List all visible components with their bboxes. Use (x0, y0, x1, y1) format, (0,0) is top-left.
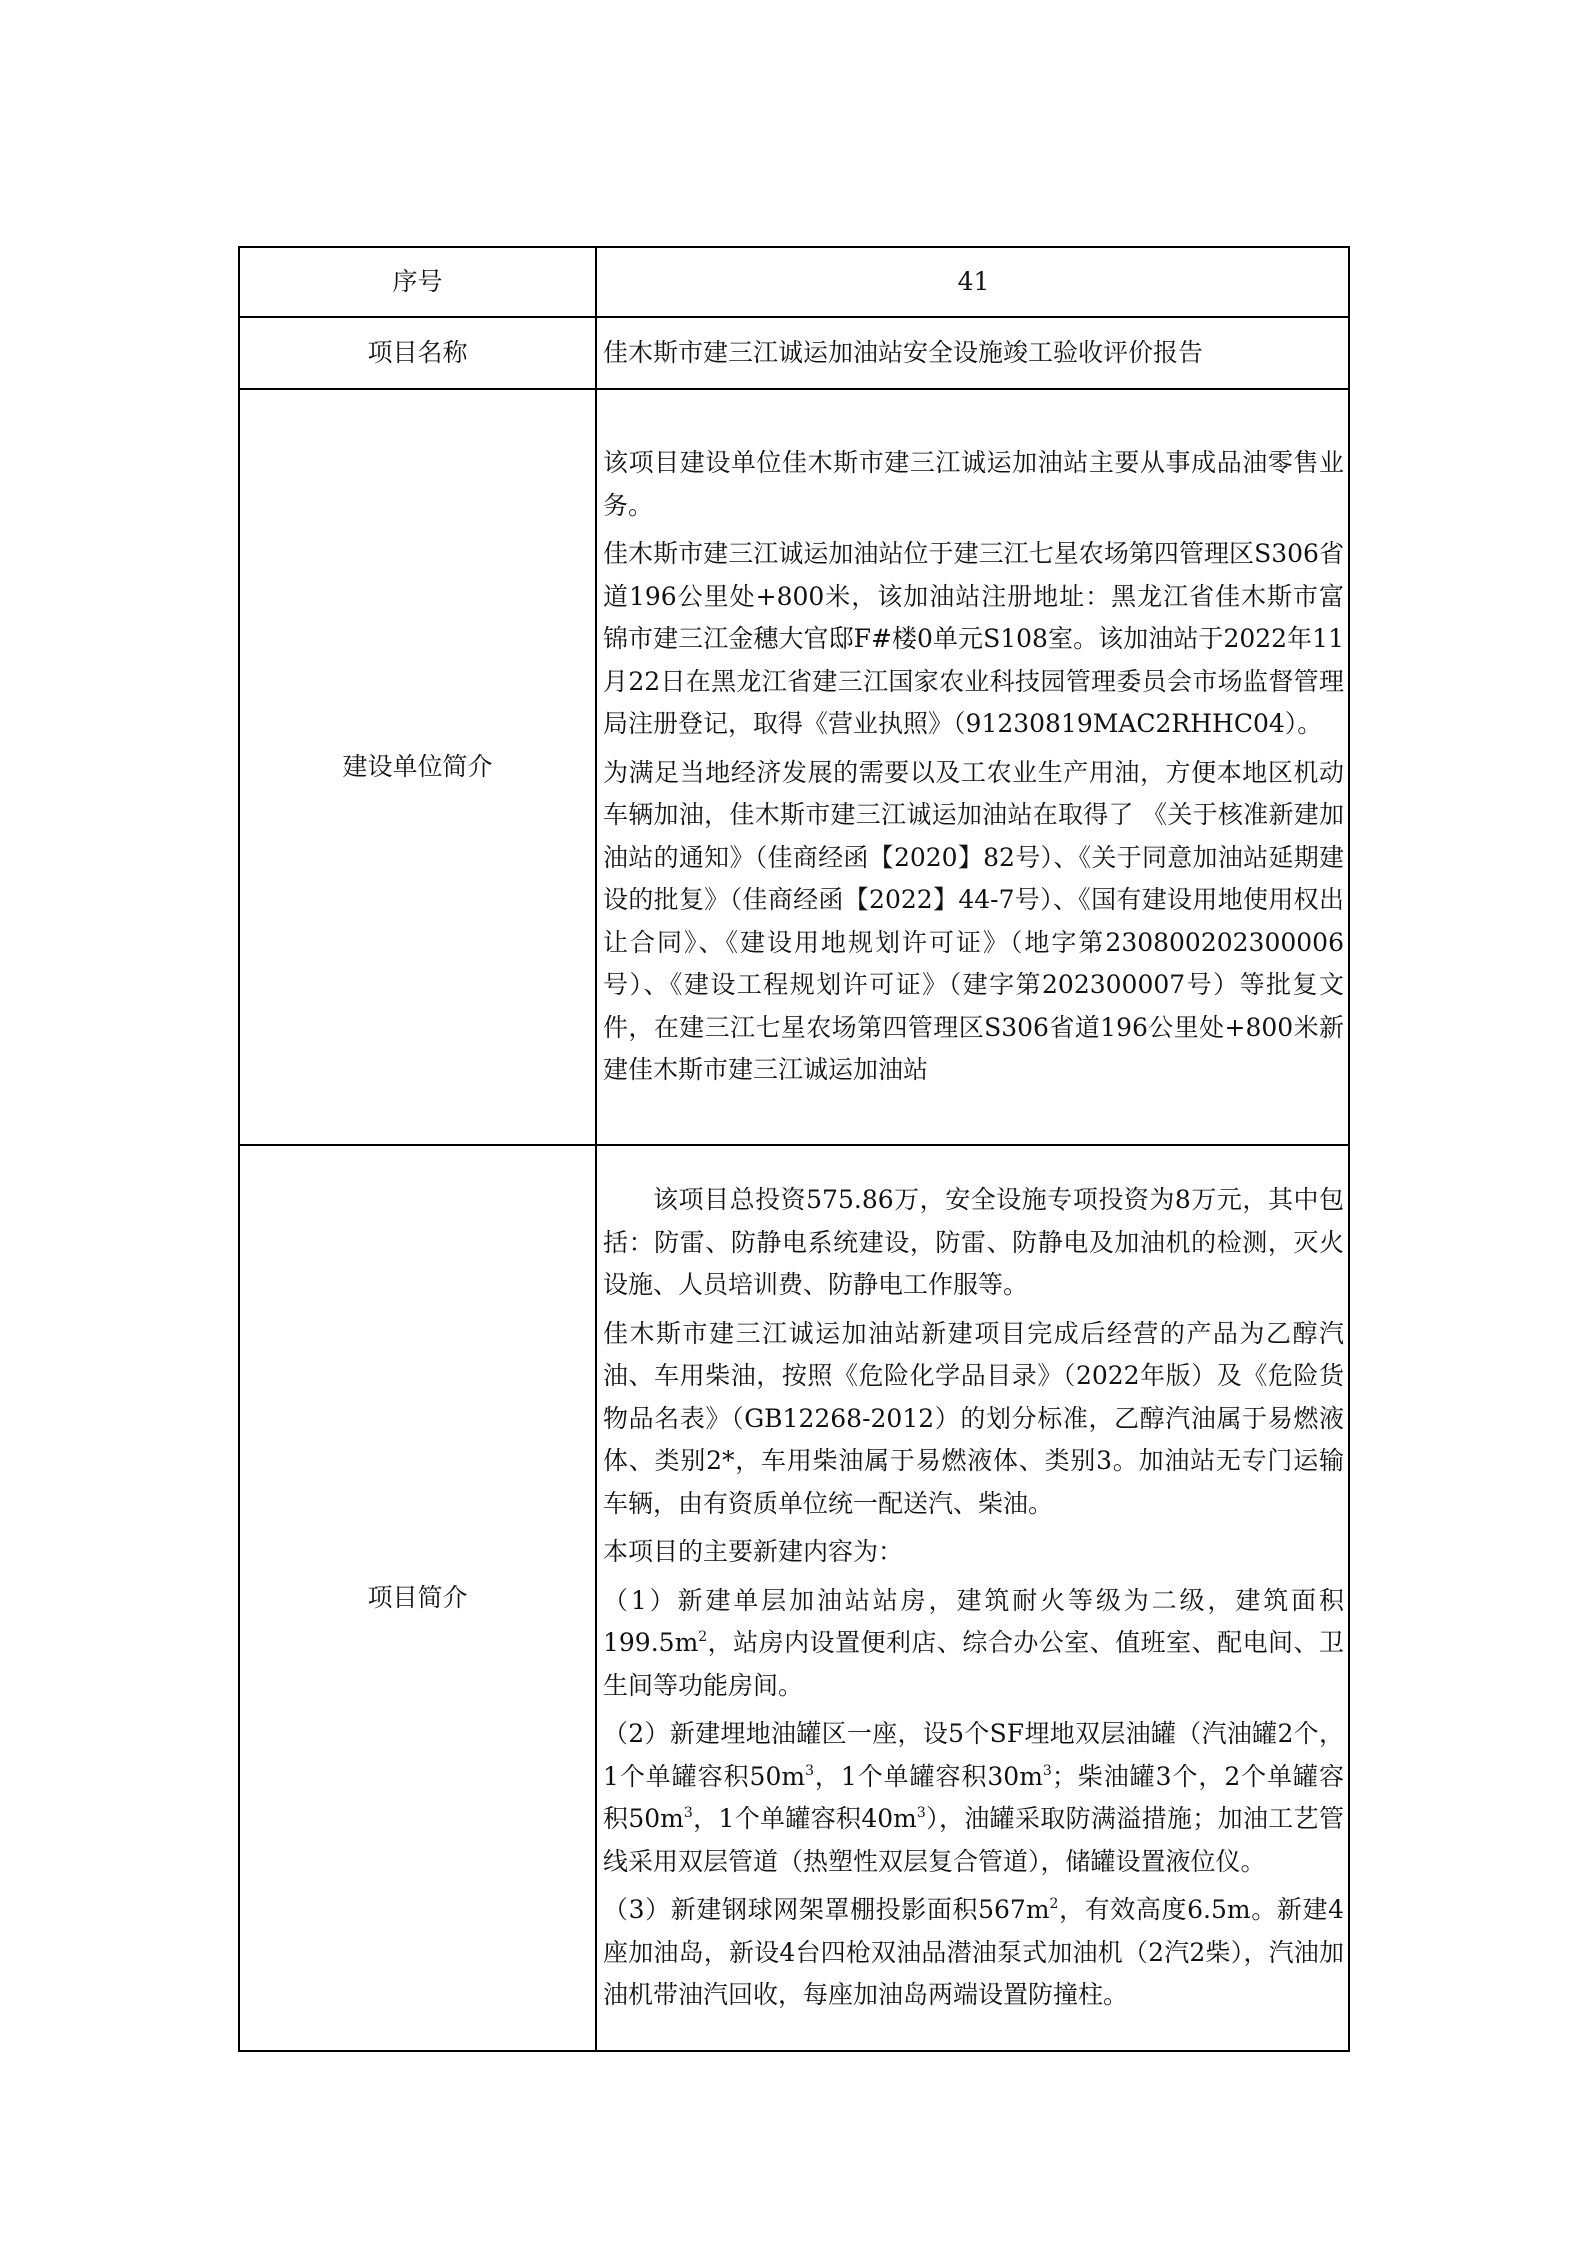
text-segment: （2）新建埋地油罐区一座，设5个SF埋地双层油罐（汽油罐2个，1个单罐容积50m (603, 1719, 1344, 1791)
superscript: 2 (1049, 1896, 1059, 1913)
project-intro-label: 项目简介 (239, 1145, 596, 2051)
project-name-row (239, 317, 1349, 389)
project-intro-paragraph (603, 1889, 1344, 2017)
superscript: 3 (916, 1805, 926, 1822)
text-segment: （3）新建钢球网架罩棚投影面积567m (603, 1895, 1050, 1925)
project-intro-paragraph: 该项目总投资575.86万，安全设施专项投资为8万元，其中包括：防雷、防静电系统建设，防雷、防静电及加油机的检测，灭火设施、人员培训费、防静电工作服等。 (603, 1185, 1344, 1300)
project-intro-paragraph (603, 1713, 1344, 1883)
serial-row (239, 247, 1349, 317)
info-table (238, 246, 1350, 2052)
serial-label: 序号 (239, 247, 596, 317)
text-segment: ，1个单罐容积40m (692, 1804, 917, 1834)
text-segment: ；柴油罐3个，2个单罐容积50m (603, 1761, 1344, 1834)
superscript: 3 (683, 1805, 693, 1822)
project-intro-paragraph: 本项目的主要新建内容为： (603, 1537, 904, 1567)
unit-intro-paragraph: 佳木斯市建三江诚运加油站位于建三江七星农场第四管理区S306省道196公里处+800米，该加油站注册地址：黑龙江省佳木斯市富锦市建三江金穗大官邸F#楼0单元S108室。该加油站于2022年11月22日在黑龙江省建三江国家农业科技园管理委员会市场监督管理局注册登记，取得《营业执照》（91230819MAC2RHHC04）。 (603, 539, 1344, 739)
text-segment: ），油罐采取防满溢措施；加油工艺管线采用双层管道（热塑性双层复合管道），储罐设置液位仪。 (603, 1804, 1344, 1876)
text-segment: ，有效高度6.5m。新建4座加油岛，新设4台四枪双油品潜油泵式加油机（2汽2柴），汽油加油机带油汽回收，每座加油岛两端设置防撞柱。 (603, 1895, 1344, 2010)
unit-intro-label: 建设单位简介 (239, 389, 596, 1145)
superscript: 3 (805, 1762, 814, 1779)
project-intro-row (239, 1145, 1349, 2051)
superscript: 3 (1042, 1762, 1052, 1779)
serial-value: 41 (596, 247, 1349, 317)
unit-intro-paragraph: 该项目建设单位佳木斯市建三江诚运加油站主要从事成品油零售业务。 (603, 448, 1344, 520)
unit-intro-paragraph: 为满足当地经济发展的需要以及工农业生产用油，方便本地区机动车辆加油，佳木斯市建三江诚运加油站在取得了 《关于核准新建加油站的通知》（佳商经函【2020】82号）、《关于同意加油站延期建设的批复》（佳商经函【2022】44-7号）、《国有建设用地使用权出让合同》、《建设用地规划许可证》（地字第230800202300006号）、《建设工程规划许可证》（建字第202300007号）等批复文件，在建三江七星农场第四管理区S306省道196公里处+800米新建佳木斯市建三江诚运加油站 (603, 757, 1344, 1085)
unit-intro-content (596, 389, 1349, 1145)
project-intro-paragraph (603, 1580, 1344, 1708)
text-segment: ，1个单罐容积30m (813, 1761, 1043, 1791)
project-name-value: 佳木斯市建三江诚运加油站安全设施竣工验收评价报告 (596, 317, 1349, 389)
project-name-label: 项目名称 (239, 317, 596, 389)
project-intro-content (596, 1145, 1349, 2051)
unit-intro-row (239, 389, 1349, 1145)
text-segment: ，站房内设置便利店、综合办公室、值班室、配电间、卫生间等功能房间。 (603, 1628, 1344, 1700)
superscript: 2 (698, 1629, 708, 1646)
text-segment: （1）新建单层加油站站房，建筑耐火等级为二级，建筑面积199.5m (603, 1585, 1344, 1658)
project-intro-paragraph: 佳木斯市建三江诚运加油站新建项目完成后经营的产品为乙醇汽油、车用柴油，按照《危险化学品目录》（2022年版）及《危险货物品名表》（GB12268-2012）的划分标准，乙醇汽油属于易燃液体、类别2*，车用柴油属于易燃液体、类别3。加油站无专门运输车辆，由有资质单位统一配送汽、柴油。 (603, 1318, 1344, 1518)
